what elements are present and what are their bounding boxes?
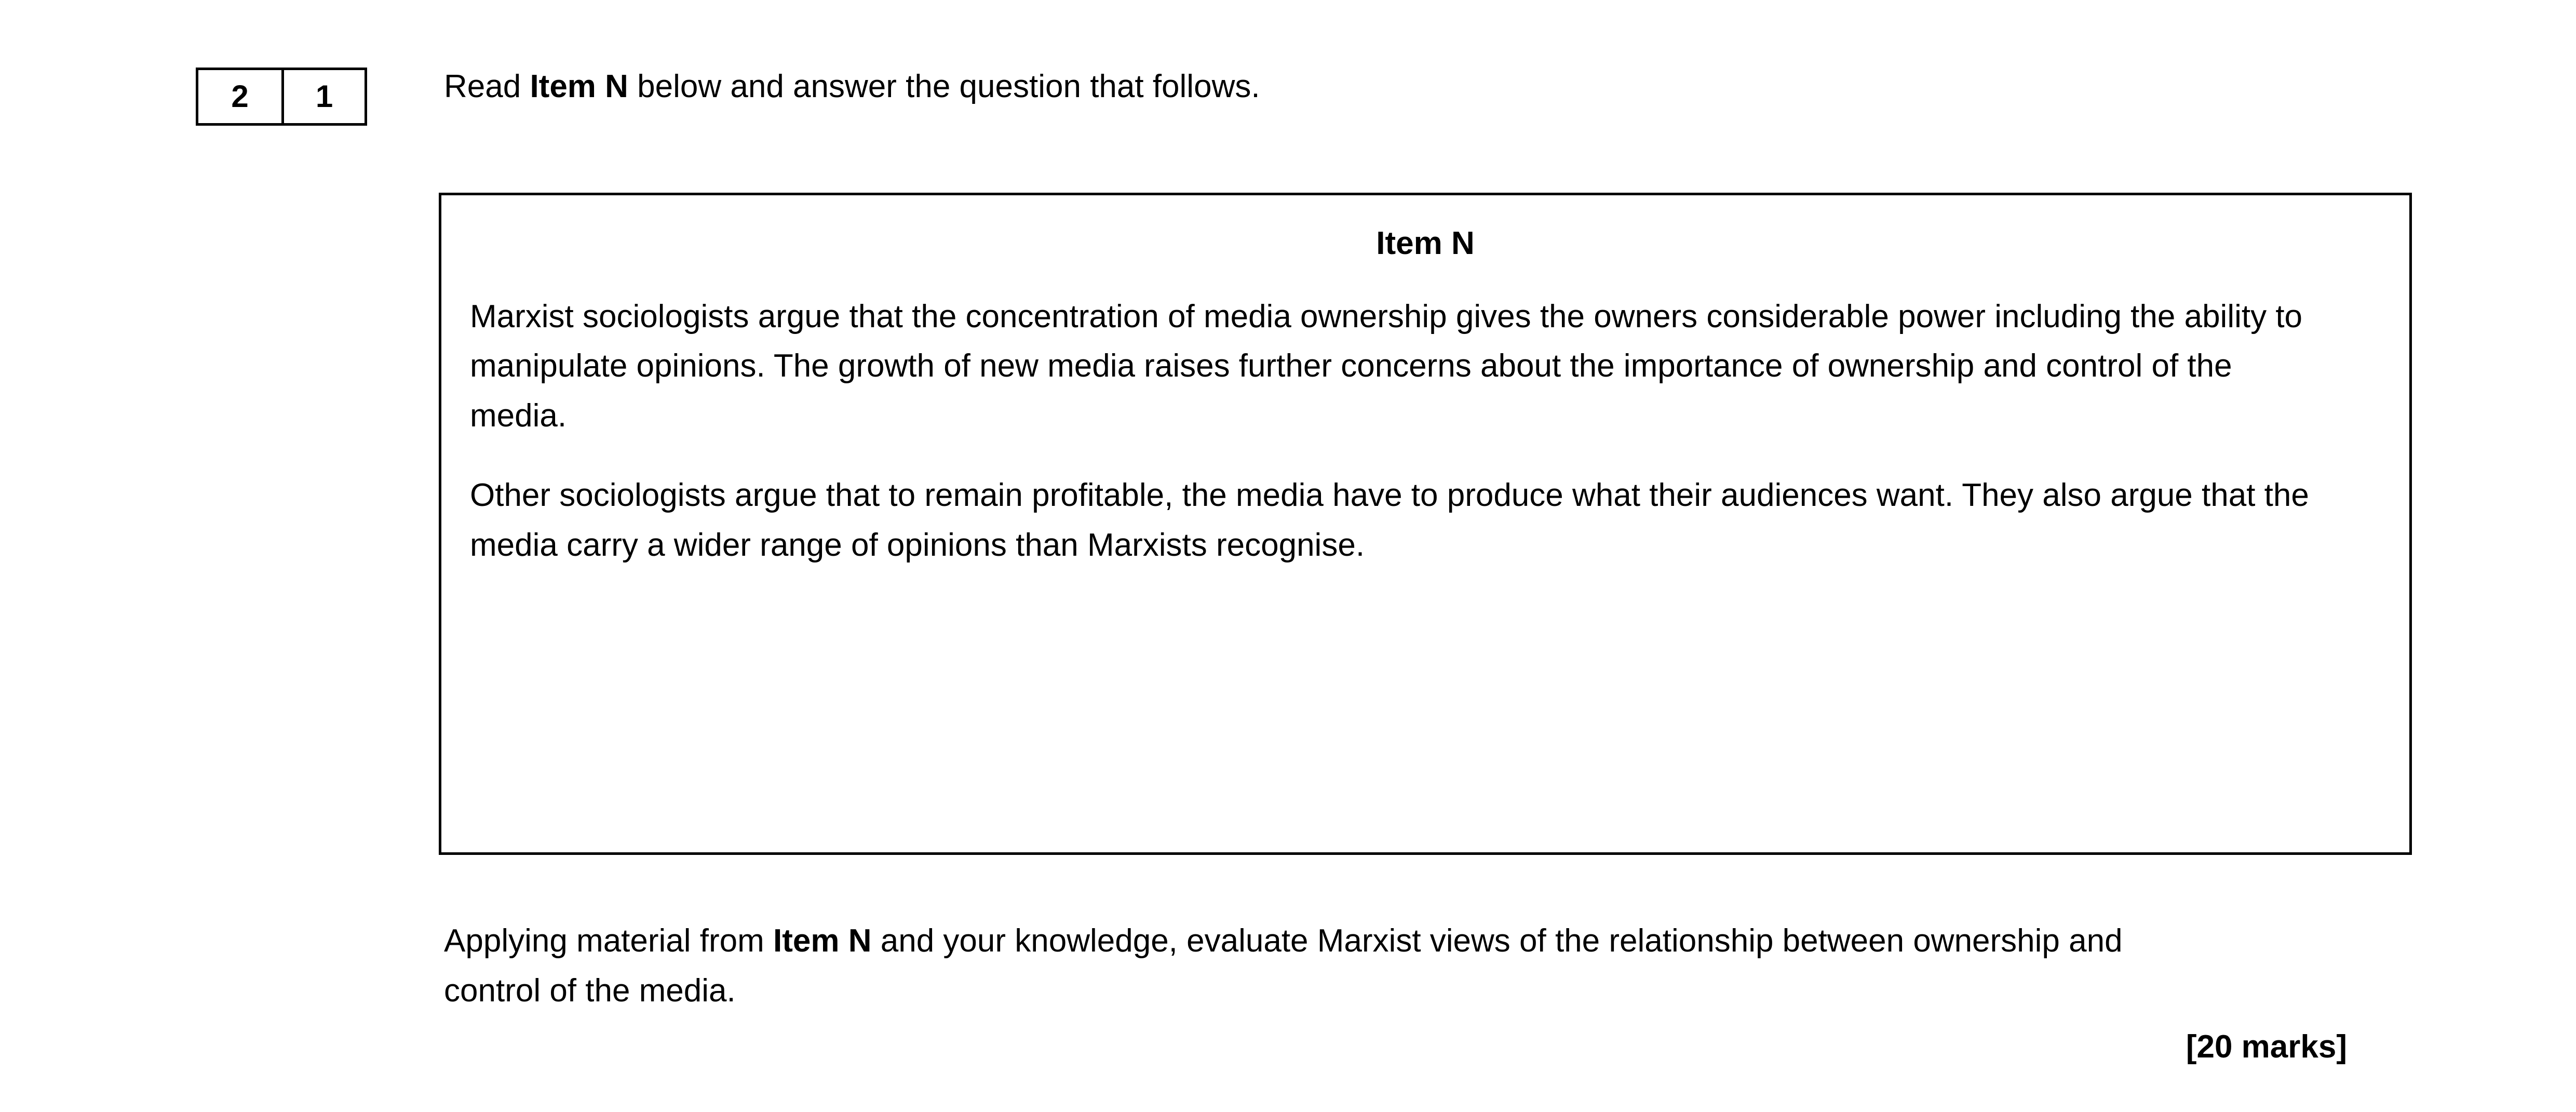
item-source-box	[439, 193, 2412, 855]
prompt-prefix: Applying material from	[444, 923, 774, 959]
question-prompt	[444, 916, 2209, 1016]
prompt-suffix: and your knowledge, evaluate Marxist views of the relationship between ownership and control of the media.	[444, 923, 2123, 1009]
instruction-prefix: Read	[444, 69, 530, 104]
marks-label: [20 marks]	[2186, 1029, 2347, 1065]
item-paragraph-2: Other sociologists argue that to remain profitable, the media have to produce what their audiences want. They also argue that the media carry a wider range of opinions than Marxists recognise.	[470, 477, 2309, 563]
instruction-item-reference: Item N	[530, 69, 628, 104]
instruction-line	[444, 66, 1260, 107]
item-paragraph-1: Marxist sociologists argue that the concentration of media ownership gives the owners considerable power including the ability to manipulate opinions. The growth of new media raises further concerns about the importance of ownership and control of the media.	[470, 299, 2303, 434]
item-body	[470, 260, 2381, 570]
instruction-suffix: below and answer the question that follows.	[628, 69, 1260, 104]
item-title: Item N	[1376, 225, 1475, 261]
prompt-item-reference: Item N	[773, 923, 872, 959]
question-number-box	[196, 68, 367, 126]
question-number-digit-1: 2	[231, 79, 249, 114]
question-number-digit-2: 1	[281, 70, 365, 123]
